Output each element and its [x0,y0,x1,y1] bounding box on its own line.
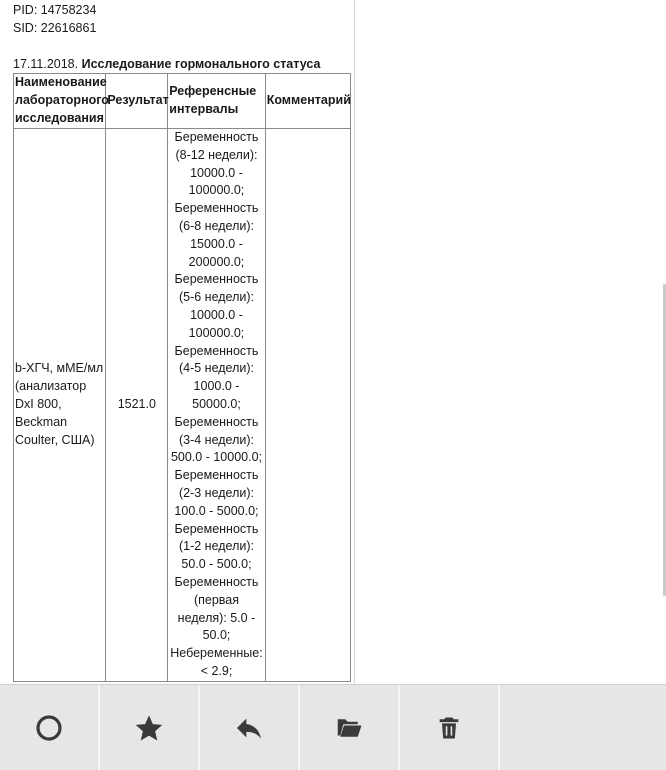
header-comment: Комментарий [265,74,350,129]
study-title: Исследование гормонального статуса [81,57,321,71]
folder-button[interactable] [300,685,400,770]
header-reference: Референсные интервалы [168,74,265,129]
reply-icon [232,712,266,744]
results-table [13,73,351,682]
bottom-toolbar [0,684,666,770]
header-test-name: Наименование лабораторного исследования [14,74,106,129]
message-body [0,0,355,684]
table-header-row [14,74,351,129]
reply-button[interactable] [200,685,300,770]
star-button[interactable] [100,685,200,770]
header-result: Результат [106,74,168,129]
delete-button[interactable] [400,685,500,770]
test-name-cell: b-ХГЧ, мМЕ/мл (анализатор DxI 800, Beckman Coulter, США) [14,129,106,682]
reference-cell: Беременность (8-12 недели): 10000.0 - 100000.0; Беременность (6-8 недели): 15000.0 - 200000.0; Беременность (5-6 недели): 10000.0 - 100000.0; Беременность (4-5 недели): 1000.0 - 50000.0; Беременность (3-4 недели): 500.0 - 10000.0; Беременность (2-3 недели): 100.0 - 5000.0; Беременность (1-2 недели): 50.0 - 500.0; Беременность (первая неделя): 5.0 - 50.0; Небеременные: < 2.9; [168,129,265,682]
comment-cell [265,129,350,682]
study-heading [13,55,320,73]
sid-label: SID: 22616861 [13,21,97,35]
trash-icon [435,712,463,744]
result-cell: 1521.0 [106,129,168,682]
table-row [14,129,351,682]
toolbar-spacer [500,685,666,770]
study-date: 17.11.2018. [13,57,79,71]
pid-label: PID: 14758234 [13,3,97,17]
star-icon [133,712,165,744]
circle-icon [34,713,64,743]
circle-button[interactable] [0,685,100,770]
folder-icon [332,713,366,743]
